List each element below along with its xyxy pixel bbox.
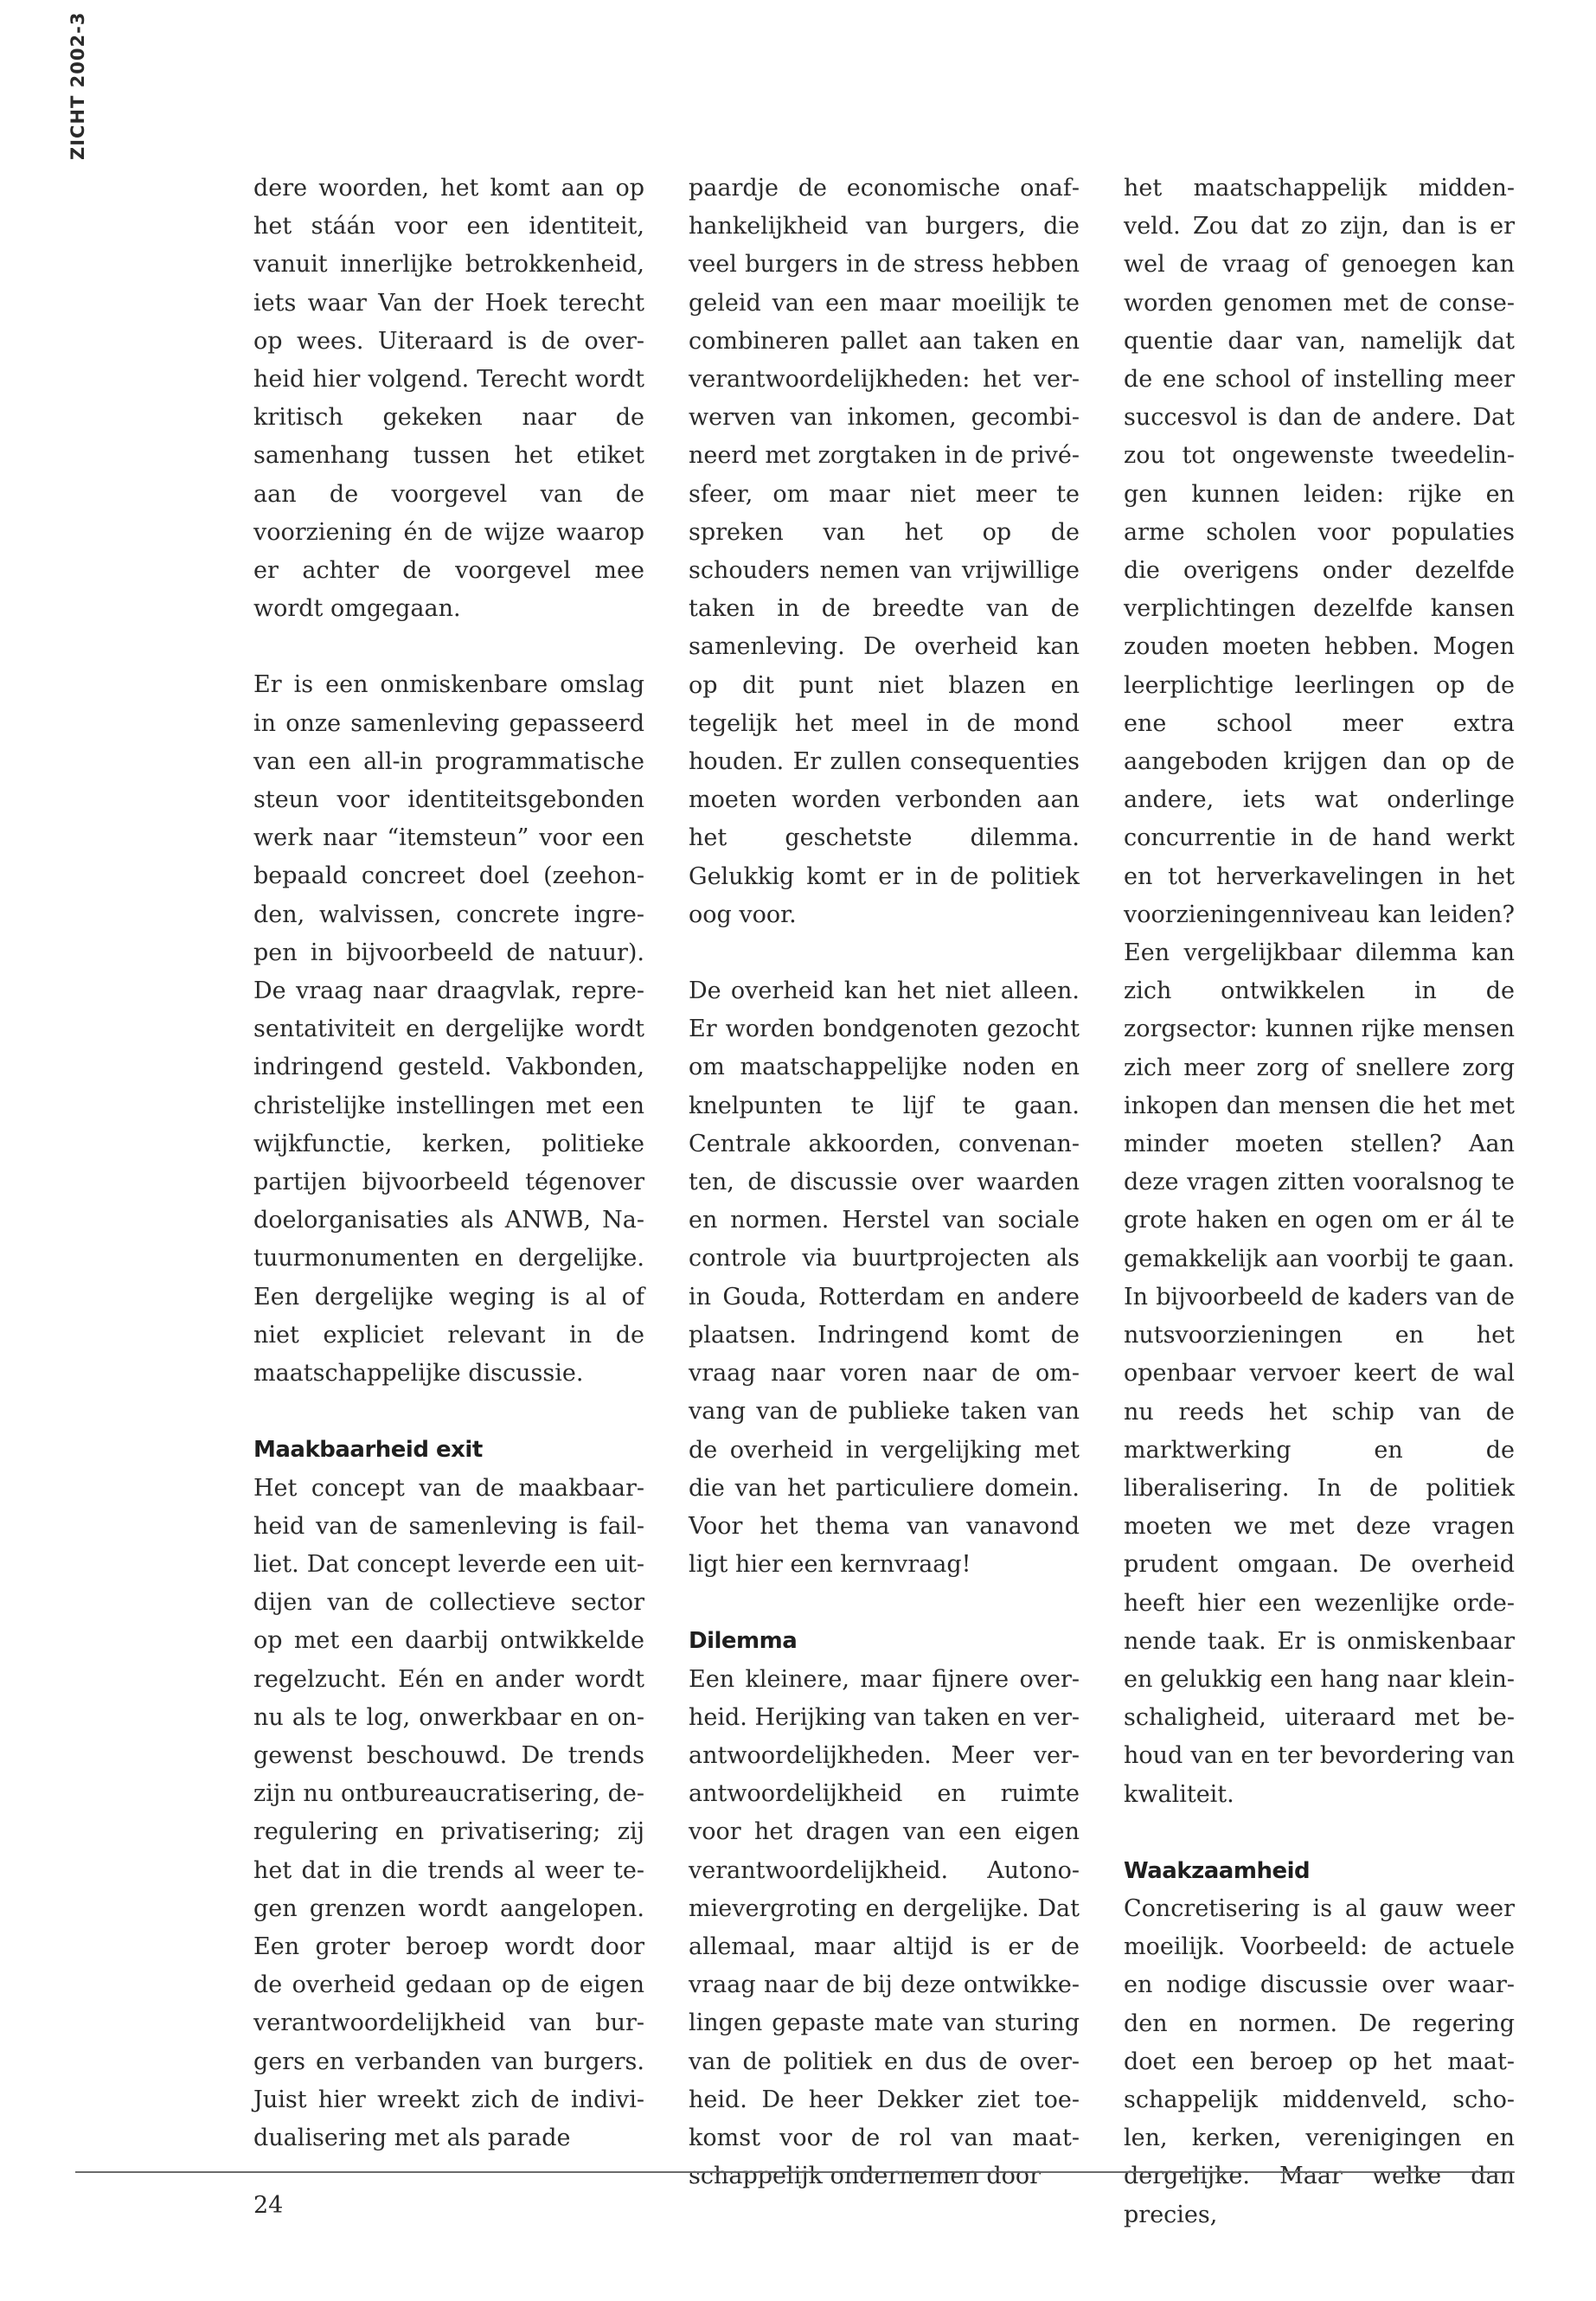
section-heading-dilemma: Dilemma <box>689 1628 798 1655</box>
paragraph: dere woorden, het komt aan op het stáán voor een identiteit, vanuit innerlijke betrokkenheid, iets waar Van der Hoek terecht op wees. Uiteraard is de overheid hier volgend. Terecht wordt kritisch gekeken naar de samenhang tussen het etiket aan de voorgevel van de voorziening én de wijze waarop er achter de voorgevel mee wordt omgegaan. <box>253 175 644 623</box>
paragraph: Het concept van de maakbaarheid van de samenleving is failliet. Dat concept leverde een uitdijen van de collectieve sector op met een daarbij ontwikkelde regelzucht. Eén en ander wordt nu als te log, onwerkbaar en ongewenst beschouwd. De trends zijn nu ontbureaucratisering, deregulering en privatisering; zij het dat in die trends al weer tegen grenzen wordt aangelopen. Een groter beroep wordt door de overheid gedaan op de eigen verantwoordelijkheid van burgers en verbanden van burgers. Juist hier wreekt zich de individualisering met als parade <box>253 1474 644 2151</box>
section-heading-maakbaarheid-exit: Maakbaarheid exit <box>253 1437 483 1464</box>
paragraph: paardje de economische onafhankelijkheid van burgers, die veel burgers in de stress hebben geleid van een maar moeilijk te combineren pallet aan taken en verantwoordelijkheden: het verwerven van inkomen, gecombineerd met zorgtaken in de privésfeer, om maar niet meer te spreken van het op de schouders nemen van vrijwillige taken in de breedte van de samenleving. De overheid kan op dit punt niet blazen en tegelijk het meel in de mond houden. Er zullen consequenties moeten worden verbonden aan het geschetste dilemma. Gelukkig komt er in de politiek oog voor. <box>689 175 1080 928</box>
page-number: 24 <box>253 2192 284 2219</box>
text-column-3 <box>1124 170 1515 2234</box>
paragraph: De overheid kan het niet alleen. Er worden bondgenoten gezocht om maatschappelijke noden en knelpunten te lijf te gaan. Centrale akkoorden, convenanten, de discussie over waarden en normen. Herstel van sociale controle via buurtprojecten als in Gouda, Rotterdam en andere plaatsen. Indringend komt de vraag naar voren naar de omvang van de publieke taken van de overheid in vergelijking met die van het particuliere domein. Voor het thema van vanavond ligt hier een kernvraag! <box>689 977 1080 1579</box>
footer-divider <box>75 2171 1515 2173</box>
section-heading-waakzaamheid: Waakzaamheid <box>1124 1857 1311 1884</box>
paragraph: Er is een onmiskenbare omslag in onze samenleving gepasseerd van een all-in programmatische steun voor identiteitsgebonden werk naar “itemsteun” voor een bepaald concreet doel (zeehonden, walvissen, concrete ingrepen in bijvoorbeeld de natuur). De vraag naar draagvlak, representativiteit en dergelijke wordt indringend gesteld. Vakbonden, christelijke instellingen met een wijkfunctie, kerken, politieke partijen bijvoorbeeld tégenover doelorganisaties als ANWB, Natuurmonumenten en dergelijke. Een dergelijke weging is al of niet expliciet relevant in de maatschappelijke discussie. <box>253 671 644 1388</box>
text-column-1 <box>253 170 644 2157</box>
running-head: ZICHT 2002-3 <box>67 11 88 160</box>
paragraph: Een kleinere, maar fijnere overheid. Herijking van taken en verantwoordelijkheden. Meer verantwoordelijkheid en ruimte voor het dragen van een eigen verantwoordelijkheid. Autonomievergroting en dergelijke. Dat allemaal, maar altijd is er de vraag naar de bij deze ontwikkelingen gepaste mate van sturing van de politiek en dus de overheid. De heer Dekker ziet toekomst voor de rol van maatschappelijk ondernemen door <box>689 1665 1080 2190</box>
text-column-2 <box>689 170 1080 2195</box>
paragraph: het maatschappelijk middenveld. Zou dat zo zijn, dan is er wel de vraag of genoegen kan worden genomen met de consequentie daar van, namelijk dat de ene school of instelling meer succesvol is dan de andere. Dat zou tot ongewenste tweedelingen kunnen leiden: rijke en arme scholen voor populaties die overigens onder dezelfde verplichtingen dezelfde kansen zouden moeten hebben. Mogen leerplichtige leerlingen op de ene school meer extra aangeboden krijgen dan op de andere, iets wat onderlinge concurrentie in de hand werkt en tot herverkavelingen in het voorzieningenniveau kan leiden? Een vergelijkbaar dilemma kan zich ontwikkelen in de zorgsector: kunnen rijke mensen zich meer zorg of snellere zorg inkopen dan mensen die het met minder moeten stellen? Aan deze vragen zitten vooralsnog te grote haken en ogen om er ál te gemakkelijk aan voorbij te gaan. In bijvoorbeeld de kaders van de nutsvoorzieningen en het openbaar vervoer keert de wal nu reeds het schip van de marktwerking en de liberalisering. In de politiek moeten we met deze vragen prudent omgaan. De overheid heeft hier een wezenlijke ordenende taak. Er is onmiskenbaar en gelukkig een hang naar kleinschaligheid, uiteraard met behoud van en ter bevordering van kwaliteit. <box>1124 175 1515 1808</box>
paragraph: Concretisering is al gauw weer moeilijk. Voorbeeld: de actuele en nodige discussie over waarden en normen. De regering doet een beroep op het maatschappelijk middenveld, scholen, kerken, verenigingen en dergelijke. Maar welke dan precies, <box>1124 1894 1515 2228</box>
